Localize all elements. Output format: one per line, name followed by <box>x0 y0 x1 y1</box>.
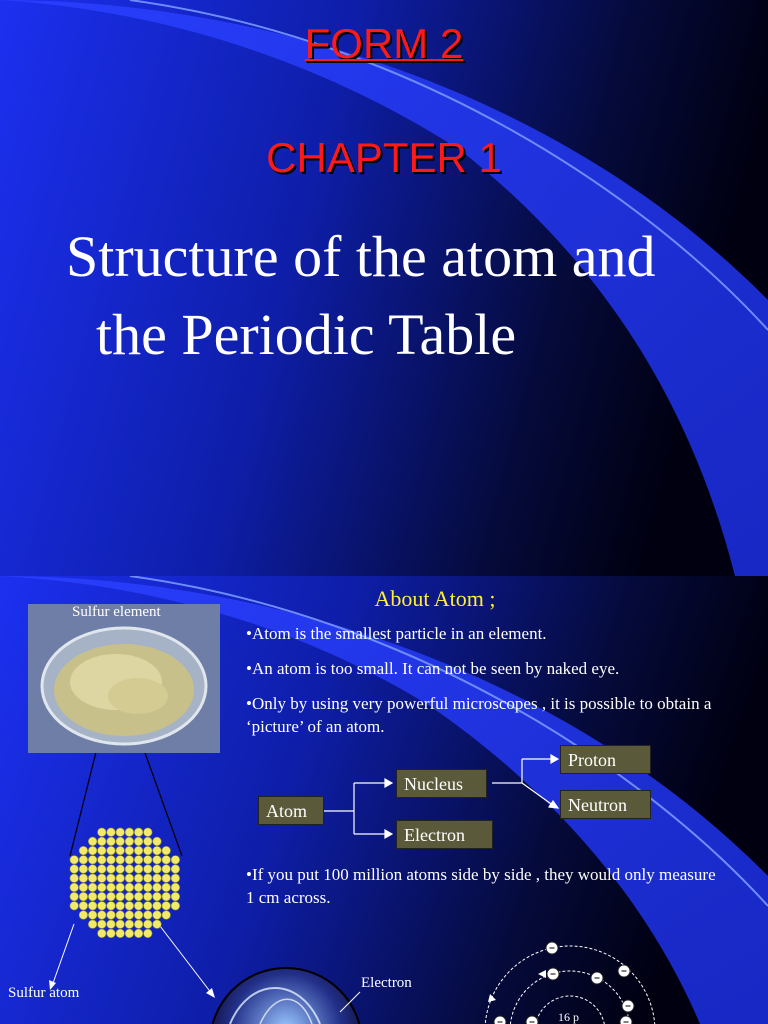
atom-ball <box>98 837 107 846</box>
nucleus-proton-label: 16 p <box>558 1010 579 1024</box>
atom-ball <box>125 874 134 883</box>
atom-ball <box>116 865 125 874</box>
atom-ball <box>88 865 97 874</box>
atom-ball <box>79 902 88 911</box>
atom-ball <box>88 911 97 920</box>
atom-ball <box>153 892 162 901</box>
atom-ball <box>116 892 125 901</box>
sulfur-photo <box>28 604 220 753</box>
atom-ball <box>144 929 153 938</box>
atom-ball <box>144 846 153 855</box>
atom-ball <box>171 902 180 911</box>
nucleus-box: Nucleus <box>396 769 487 798</box>
atom-ball <box>79 856 88 865</box>
atom-ball <box>125 865 134 874</box>
atom-ball <box>70 902 79 911</box>
atom-ball <box>153 911 162 920</box>
electron-dot <box>494 1016 506 1024</box>
atom-ball <box>107 846 116 855</box>
atom-ball <box>107 828 116 837</box>
atom-ball <box>107 856 116 865</box>
electron-dots <box>460 936 680 1024</box>
atom-ball <box>79 911 88 920</box>
neutron-box: Neutron <box>560 790 651 819</box>
atom-ball <box>162 865 171 874</box>
atom-ball <box>125 929 134 938</box>
atom-ball <box>162 846 171 855</box>
electron-box: Electron <box>396 820 493 849</box>
atom-ball <box>144 837 153 846</box>
atom-ball <box>88 856 97 865</box>
atom-ball <box>125 846 134 855</box>
atom-ball <box>88 874 97 883</box>
atom-ball <box>98 865 107 874</box>
atom-ball <box>79 874 88 883</box>
sulfur-atom-cluster <box>62 820 188 946</box>
atom-ball <box>144 874 153 883</box>
atom-ball <box>70 874 79 883</box>
atom-ball <box>153 874 162 883</box>
atom-ball <box>107 902 116 911</box>
electron-dot <box>620 1016 632 1024</box>
atom-box: Atom <box>258 796 324 825</box>
atom-ball <box>171 874 180 883</box>
atom-ball <box>116 883 125 892</box>
atom-ball <box>162 892 171 901</box>
bullet-4: •If you put 100 million atoms side by side , they would only measure 1 cm across. <box>246 865 716 907</box>
atom-ball <box>144 920 153 929</box>
atom-ball <box>107 837 116 846</box>
atom-ball <box>98 892 107 901</box>
atom-ball <box>153 856 162 865</box>
atom-ball <box>125 856 134 865</box>
atom-ball <box>116 911 125 920</box>
atom-ball <box>153 865 162 874</box>
atom-ball <box>144 902 153 911</box>
atom-ball <box>125 828 134 837</box>
atom-ball <box>134 902 143 911</box>
atom-ball <box>134 874 143 883</box>
atom-ball <box>116 828 125 837</box>
atom-ball <box>171 883 180 892</box>
atom-ball <box>144 911 153 920</box>
atom-ball <box>88 920 97 929</box>
atom-ball <box>98 911 107 920</box>
atom-ball <box>116 856 125 865</box>
atom-ball <box>134 929 143 938</box>
atom-ball <box>88 892 97 901</box>
atom-ball <box>88 837 97 846</box>
atom-ball <box>153 846 162 855</box>
atom-ball <box>107 911 116 920</box>
atom-ball <box>98 846 107 855</box>
atom-ball <box>144 828 153 837</box>
atom-ball <box>107 892 116 901</box>
atom-ball <box>70 856 79 865</box>
photo-label: Sulfur element <box>72 604 161 620</box>
atom-ball <box>125 902 134 911</box>
atom-ball <box>125 920 134 929</box>
atom-ball <box>144 856 153 865</box>
atom-ball <box>125 911 134 920</box>
atom-ball <box>144 892 153 901</box>
atom-ball <box>70 865 79 874</box>
chapter-title: CHAPTER 1 <box>266 134 502 181</box>
atom-ball <box>98 856 107 865</box>
atom-ball <box>98 929 107 938</box>
atom-ball <box>125 883 134 892</box>
about-atom-slide <box>0 576 768 1024</box>
atom-ball <box>79 846 88 855</box>
atom-ball <box>153 883 162 892</box>
atom-ball <box>153 920 162 929</box>
atom-ball <box>79 865 88 874</box>
atom-ball <box>116 902 125 911</box>
atom-ball <box>107 874 116 883</box>
electron-dot <box>526 1016 538 1024</box>
atom-ball <box>144 865 153 874</box>
atom-ball <box>125 892 134 901</box>
atom-ball <box>98 883 107 892</box>
form-title: FORM 2 <box>304 20 464 67</box>
atom-ball <box>125 837 134 846</box>
atom-ball <box>134 911 143 920</box>
atom-ball <box>134 846 143 855</box>
main-title-line1: Structure of the atom and <box>66 224 656 289</box>
atom-ball <box>107 929 116 938</box>
atom-ball <box>162 856 171 865</box>
atom-ball <box>98 902 107 911</box>
atom-ball <box>162 911 171 920</box>
main-title-line2: the Periodic Table <box>96 302 517 367</box>
atom-ball <box>171 856 180 865</box>
atom-ball <box>116 929 125 938</box>
atom-ball <box>162 883 171 892</box>
bullet-2: •An atom is too small. It can not be seen by naked eye. <box>246 659 620 678</box>
bullet-1: •Atom is the smallest particle in an element. <box>246 624 547 643</box>
atom-ball <box>144 883 153 892</box>
atom-ball <box>134 892 143 901</box>
atom-ball <box>134 883 143 892</box>
atom-ball <box>153 837 162 846</box>
atom-ball <box>88 883 97 892</box>
atom-ball <box>70 883 79 892</box>
atom-ball <box>98 920 107 929</box>
atom-ball <box>134 865 143 874</box>
atom-ball <box>162 874 171 883</box>
petri-dish-image <box>28 604 220 753</box>
atom-ball <box>88 902 97 911</box>
atom-ball <box>79 892 88 901</box>
atom-ball <box>171 892 180 901</box>
atom-ball <box>79 883 88 892</box>
atom-ball <box>70 892 79 901</box>
about-atom-heading: About Atom ; <box>374 586 496 611</box>
atom-ball <box>107 883 116 892</box>
electron-label: Electron <box>361 975 412 991</box>
atom-ball <box>134 837 143 846</box>
atom-ball <box>88 846 97 855</box>
atom-ball <box>134 828 143 837</box>
atom-ball <box>107 865 116 874</box>
atom-ball <box>134 856 143 865</box>
proton-box: Proton <box>560 745 651 774</box>
atom-ball <box>171 865 180 874</box>
atom-ball <box>107 920 116 929</box>
sulfur-atom-label: Sulfur atom <box>8 985 80 1001</box>
atom-ball <box>116 874 125 883</box>
atom-ball <box>98 874 107 883</box>
bullet-3: •Only by using very powerful microscopes , it is possible to obtain a ‘picture’ of an atom. <box>246 694 712 736</box>
atom-ball <box>162 902 171 911</box>
atom-ball <box>134 920 143 929</box>
atom-ball <box>98 828 107 837</box>
atom-ball <box>153 902 162 911</box>
atom-ball <box>116 837 125 846</box>
atom-ball <box>116 846 125 855</box>
atom-ball <box>116 920 125 929</box>
